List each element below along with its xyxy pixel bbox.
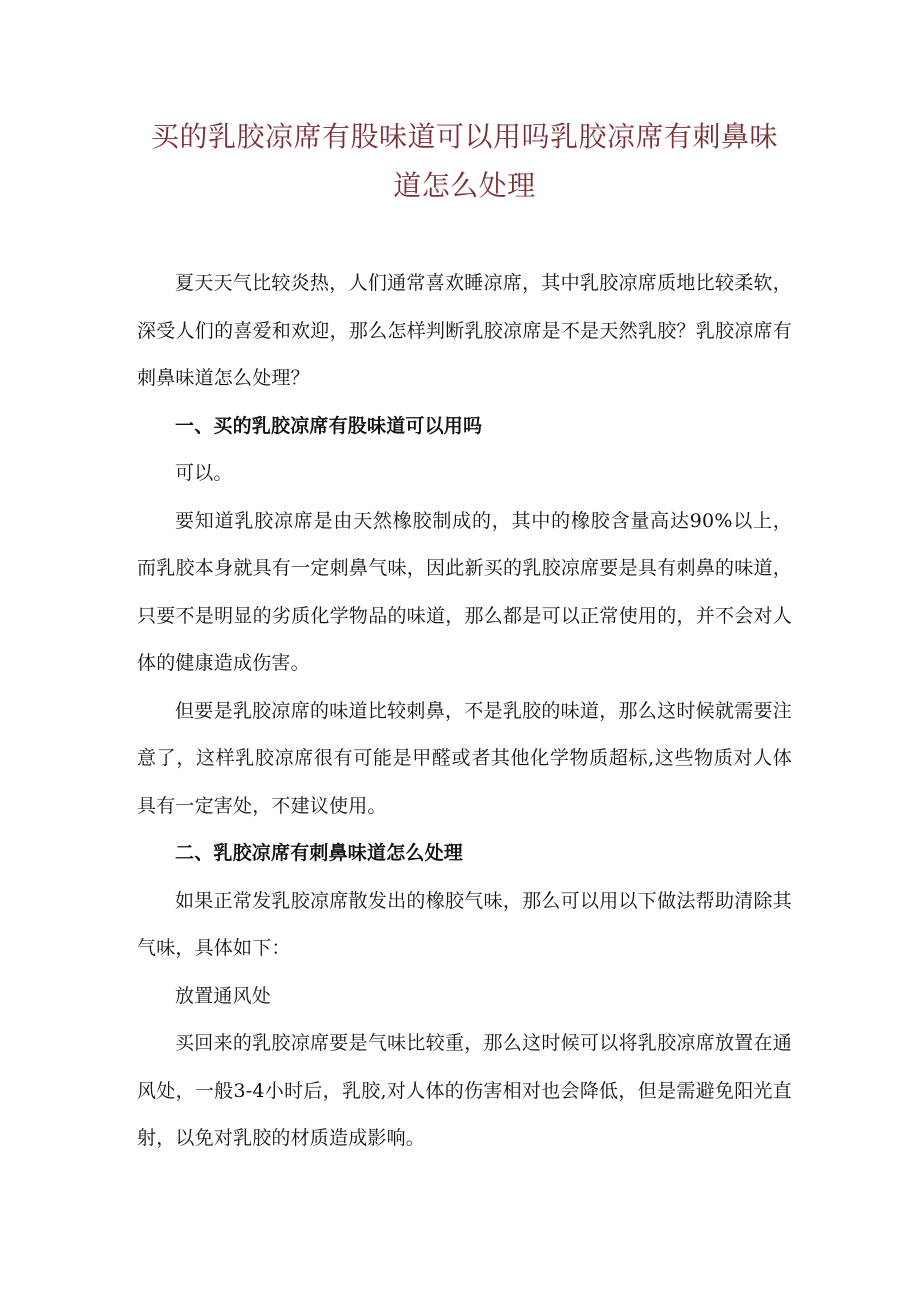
method-subheading: 放置通风处 — [175, 984, 272, 1007]
section-heading-1: 一、买的乳胶凉席有股味道可以用吗 — [175, 414, 483, 437]
method-detail-paragraph: 买回来的乳胶凉席要是气味比较重，那么这时候可以将乳胶凉席放置在通风处，一般3-4小时后，乳胶,对人体的伤害相对也会降低，但是需避免阳光直射，以免对乳胶的材质造成影响。 — [137, 1032, 792, 1149]
method-intro-paragraph: 如果正常发乳胶凉席散发出的橡胶气味，那么可以用以下做法帮助清除其气味，具体如下： — [137, 889, 792, 959]
document-title: 买的乳胶凉席有股味道可以用吗乳胶凉席有刺鼻味道怎么处理 — [150, 120, 778, 202]
section-heading-2: 二、乳胶凉席有刺鼻味道怎么处理 — [175, 842, 464, 864]
intro-paragraph: 夏天天气比较炎热，人们通常喜欢睡凉席，其中乳胶凉席质地比较柔软，深受人们的喜爱和欢迎，那么怎样判断乳胶凉席是不是天然乳胶？乳胶凉席有刺鼻味道怎么处理？ — [137, 272, 792, 389]
explanation-paragraph: 要知道乳胶凉席是由天然橡胶制成的，其中的橡胶含量高达90%以上，而乳胶本身就具有一定刺鼻气味，因此新买的乳胶凉席要是具有刺鼻的味道，只要不是明显的劣质化学物品的味道，那么都是可以正常使用的，并不会对人体的健康造成伤害。 — [137, 509, 792, 674]
answer-paragraph: 可以。 — [175, 462, 233, 484]
warning-paragraph: 但要是乳胶凉席的味道比较刺鼻，不是乳胶的味道，那么这时候就需要注意了，这样乳胶凉席很有可能是甲醛或者其他化学物质超标,这些物质对人体具有一定害处，不建议使用。 — [137, 699, 792, 817]
